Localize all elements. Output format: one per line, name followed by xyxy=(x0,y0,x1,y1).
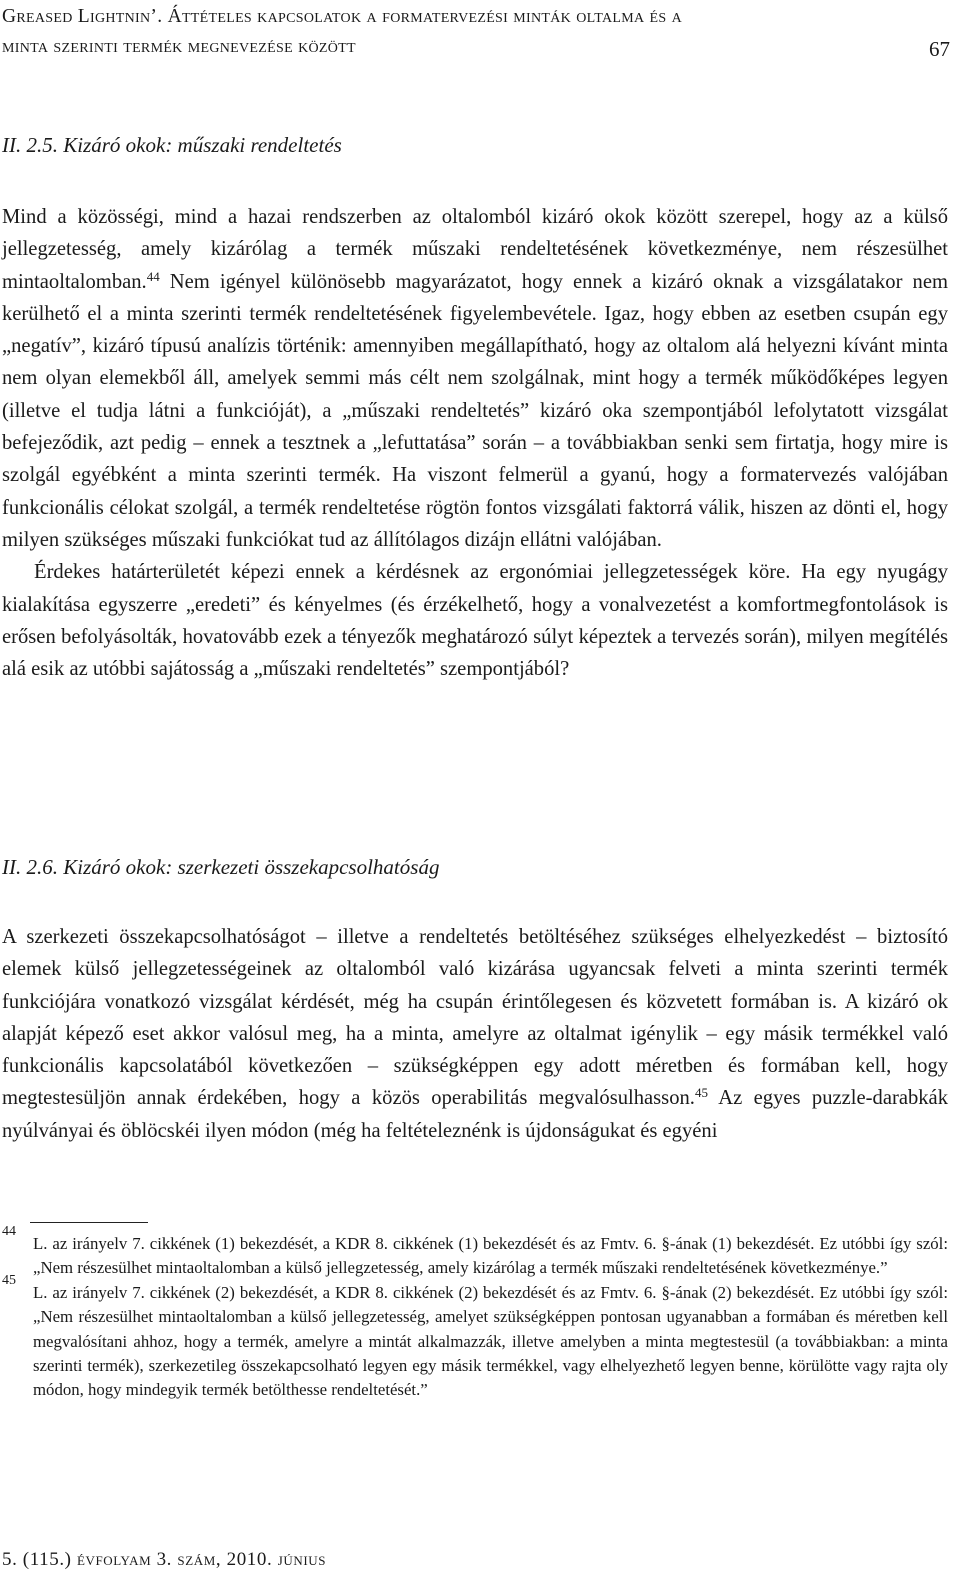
running-title-line-1: Greased Lightnin’. Áttételes kapcsolatok a formatervezési minták oltalma és a xyxy=(2,6,683,27)
paragraph-text: Az egyes puzzle-darabkák nyúlványai és öblöcskéi ilyen módon (még ha feltételeznénk is újdonságukat és egyéni xyxy=(2,1087,948,1142)
page-number: 67 xyxy=(929,37,950,61)
paragraph xyxy=(2,201,948,556)
running-header xyxy=(2,2,950,62)
footnote-divider xyxy=(30,1222,148,1223)
section-2-5-body xyxy=(2,201,948,685)
footnote-number: 45 xyxy=(2,1272,16,1288)
paragraph-text: Mind a közösségi, mind a hazai rendszerben az oltalomból kizáró okok között szerepel, hogy az a külső jellegzetesség, amely kizárólag a termék műszaki rendeltetésének következménye, nem részesülhet mintaoltalomban. xyxy=(2,206,948,293)
paragraph xyxy=(2,921,948,1147)
paragraph: Érdekes határterületét képezi ennek a kérdésnek az ergonómiai jellegzetességek köre. Ha egy nyugágy kialakítása egyszerre „eredeti” és kényelmes (és érzékelhető, hogy a vonalvezetést a komfortmegfontolások is erősen befolyásolták, hovatovább ezek a tényezők meghatározó súlyt képeztek a tervezés során), milyen megítélés alá esik az utóbbi sajátosság a „műszaki rendeltetés” szempontjából? xyxy=(2,561,948,681)
section-heading-2-5: II. 2.5. Kizáró okok: műszaki rendeltetés xyxy=(2,133,342,157)
paragraph-text: A szerkezeti összekapcsolhatóságot – illetve a rendeltetés betöltéséhez szükséges elhelyezkedést – biztosító elemek külső jellegzetességeinek az oltalomból való kizárása ugyancsak felveti a minta szerinti termék funkciójára vonatkozó vizsgálat kérdését, még ha csupán érintőlegesen és közvetett formában is. A kizáró ok alapját képező eset akkor valósul meg, ha a minta, amelyre az oltalmat igénylik – egy másik termékkel való funkcionális kapcsolatából következően – szükségképpen egy adott méretben és formában kell, hogy megtestesüljön annak érdekében, hogy a közös operabilitás megvalósulhasson. xyxy=(2,926,948,1110)
footnotes xyxy=(2,1224,948,1403)
footnote-text: L. az irányelv 7. cikkének (1) bekezdését, a KDR 8. cikkének (1) bekezdését és az Fmtv. 6. §-ának (1) bekezdését. Ez utóbbi így szól: „Nem részesülhet mintaoltalomban a külső jellegzetesség, amely kizárólag a termék műszaki rendeltetésének következménye.” xyxy=(33,1234,948,1278)
footnote-44 xyxy=(2,1224,948,1281)
paragraph-text: Nem igényel különösebb magyarázatot, hogy ennek a kizáró oknak a vizsgálatakor nem kerülhető el a minta szerinti termék rendeltetésének figyelembevétele. Igaz, hogy ebben az esetben csupán egy „negatív”, kizáró típusú analízis történik: amennyiben megállapítható, hogy az oltalom alá helyezni kívánt minta nem olyan elemekből áll, amelyek semmi más célt nem szolgálnak, mint hogy a termék működőképes legyen (illetve el tudja látni a funkcióját), a „műszaki rendeltetés” kizáró oka szempontjából lefolytatott vizsgálat befejeződik, azt pedig – ennek a tesztnek a „lefuttatása” során – a továbbiakban senki sem firtatja, hogy mire is szolgál egyébként a minta szerinti termék. Ha viszont felmerül a gyanú, hogy a formatervezés valójában funkcionális célokat szolgál, a termék rendeltetése rögtön fontos vizsgálati faktorrá válik, hiszen az dönti el, hogy milyen szükséges műszaki funkciókat tud az állítólagos dizájn ellátni valójában. xyxy=(2,270,948,551)
footnote-number: 44 xyxy=(2,1224,16,1239)
footnote-text: L. az irányelv 7. cikkének (2) bekezdését, a KDR 8. cikkének (2) bekezdését és az Fmtv. 6. §-ának (2) bekezdését. Ez utóbbi így szól: „Nem részesülhet mintaoltalomban a külső jellegzetesség, amelyet szükségképpen pontosan ugyanabban a formában és méretben kell megvalósítani ahhoz, hogy a termék, amelyre a mintát alkalmazzák, illetve amelyben a minta megtestesül (a továbbiakban: a minta szerinti termék), szerkezetileg összekapcsolható legyen egy másik termékkel, vagy elhelyezhető legyen benne, körülötte vagy rajta oly módon, hogy mindegyik termék betölthesse rendeltetését.” xyxy=(33,1282,948,1400)
issue-footer: 5. (115.) évfolyam 3. szám, 2010. június xyxy=(2,1549,327,1570)
section-2-6-body xyxy=(2,921,948,1147)
footnote-45 xyxy=(2,1272,948,1403)
section-heading-2-6: II. 2.6. Kizáró okok: szerkezeti összekapcsolhatóság xyxy=(2,855,440,879)
footnote-ref-44[interactable]: 44 xyxy=(146,268,160,284)
footnote-ref-45[interactable]: 45 xyxy=(694,1085,708,1101)
running-title-line-2: minta szerinti termék megnevezése között xyxy=(2,36,356,57)
